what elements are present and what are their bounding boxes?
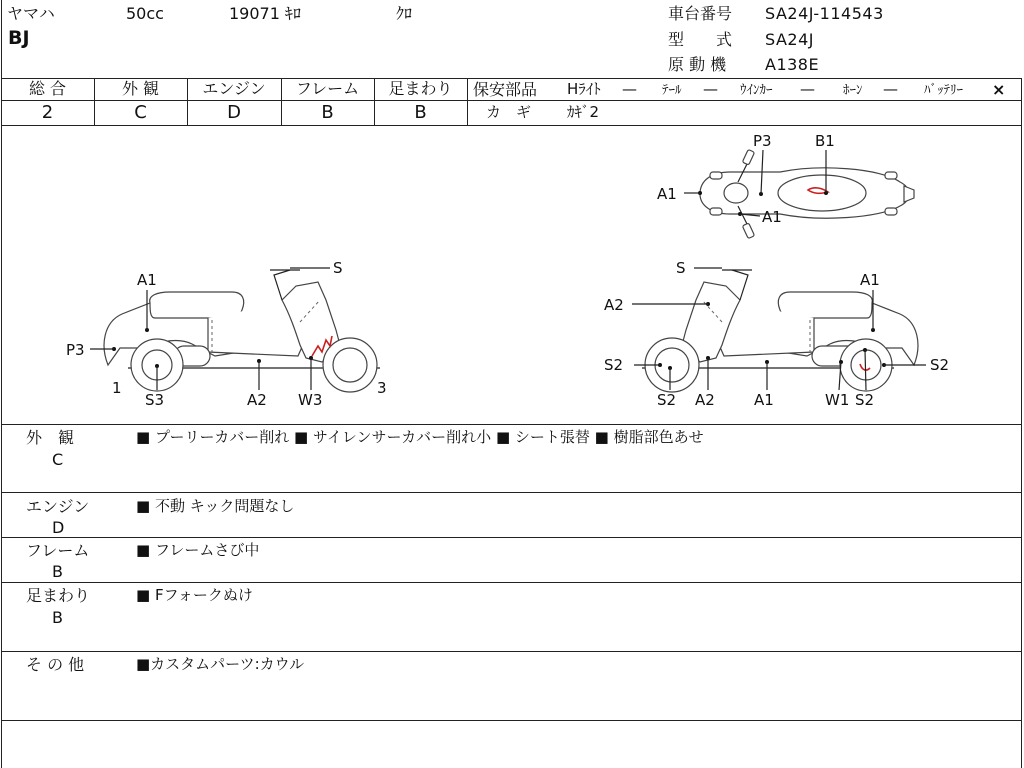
- model-name: BJ: [8, 27, 30, 49]
- left-label-s3: S3: [145, 391, 165, 409]
- engine-type-label: 原 動 機: [668, 55, 727, 74]
- frame-number-value: SA24J-114543: [765, 4, 884, 23]
- left-label-p3: P3: [66, 341, 85, 359]
- type-label: 型 式: [668, 30, 733, 49]
- grade-value-exterior: C: [134, 102, 147, 123]
- safety-value-horn: —: [883, 80, 898, 98]
- displacement: 50cc: [126, 4, 164, 23]
- safety-item-tail: ﾃｰﾙ: [662, 83, 682, 98]
- remarks-line-5: [1, 720, 1022, 721]
- safety-value-battery: ×: [992, 80, 1006, 99]
- grade-value-suspension: B: [414, 102, 427, 123]
- remark-label-engine: エンジン: [26, 497, 90, 516]
- grade-header-frame: フレーム: [295, 79, 360, 98]
- top-label-b1: B1: [815, 132, 835, 150]
- body-color: ｸﾛ: [396, 4, 413, 23]
- right-label-a2-bottom: A2: [695, 391, 715, 409]
- grade-header-exterior: 外 観: [121, 79, 160, 98]
- remark-text-other: ■カスタムパーツ:カウル: [136, 655, 305, 673]
- remarks-line-1: [1, 492, 1022, 493]
- grade-header-overall: 総 合: [28, 79, 67, 98]
- damage-diagram: [0, 126, 1022, 424]
- type-value: SA24J: [765, 30, 814, 49]
- grade-value-overall: 2: [41, 102, 54, 123]
- key-label: カ ギ: [486, 103, 532, 121]
- right-label-s2-rear: S2: [855, 391, 875, 409]
- right-label-a1-bottom: A1: [754, 391, 774, 409]
- remark-label-frame: フレーム: [26, 541, 90, 560]
- remark-label-suspension: 足まわり: [26, 586, 91, 605]
- left-label-s: S: [333, 259, 343, 277]
- right-label-a1-rear: A1: [860, 271, 880, 289]
- maker-name: ヤマハ: [7, 4, 55, 23]
- remark-text-exterior: ■ プーリーカバー削れ ■ サイレンサーカバー削れ小 ■ シート張替 ■ 樹脂部色あせ: [136, 428, 704, 446]
- scooter-top-view: [657, 132, 914, 239]
- remarks-line-3: [1, 582, 1022, 583]
- right-label-s: S: [676, 259, 686, 277]
- grade-header-suspension: 足まわり: [388, 79, 453, 98]
- right-label-s2-right: S2: [930, 356, 950, 374]
- grade-divider-5: [467, 78, 468, 125]
- top-label-a1-front: A1: [657, 185, 677, 203]
- safety-value-tail: —: [703, 80, 718, 98]
- grade-value-frame: B: [321, 102, 334, 123]
- left-label-3: 3: [377, 379, 387, 397]
- remark-grade-engine: D: [52, 518, 65, 537]
- key-value: ｶｷﾞ2: [567, 103, 600, 121]
- safety-item-battery: ﾊﾞｯﾃﾘｰ: [924, 83, 963, 98]
- left-label-a2: A2: [247, 391, 267, 409]
- frame-number-label: 車台番号: [668, 4, 733, 23]
- scooter-right-view: [604, 259, 949, 409]
- safety-value-headlight: —: [622, 80, 637, 98]
- remark-text-suspension: ■ Fフォークぬけ: [136, 586, 253, 604]
- top-label-p3: P3: [753, 132, 772, 150]
- left-label-w3: W3: [298, 391, 323, 409]
- safety-item-winker: ｳｲﾝｶｰ: [740, 83, 773, 98]
- diagram-bottom-line: [1, 424, 1022, 425]
- safety-item-headlight: Hﾗｲﾄ: [567, 80, 601, 98]
- grade-value-engine: D: [227, 102, 241, 123]
- right-label-w1: W1: [825, 391, 850, 409]
- safety-parts-label: 保安部品: [473, 80, 538, 99]
- remark-grade-exterior: C: [52, 450, 64, 469]
- engine-type-value: A138E: [765, 55, 820, 74]
- safety-item-horn: ﾎｰﾝ: [843, 83, 863, 98]
- grade-header-engine: エンジン: [202, 79, 266, 98]
- remarks-line-4: [1, 651, 1022, 652]
- top-label-a1-side: A1: [762, 208, 782, 226]
- grade-mid-line: [1, 100, 467, 101]
- right-label-s2-bottom: S2: [657, 391, 677, 409]
- mileage: 19071 ｷﾛ: [229, 4, 301, 23]
- safety-value-winker: —: [800, 80, 815, 98]
- right-label-a2-cowl: A2: [604, 296, 624, 314]
- remarks-line-2: [1, 537, 1022, 538]
- remark-grade-frame: B: [52, 562, 63, 581]
- remark-text-engine: ■ 不動 キック問題なし: [136, 497, 295, 515]
- remark-text-frame: ■ フレームさび中: [136, 541, 260, 559]
- left-label-a1: A1: [137, 271, 157, 289]
- left-label-1: 1: [112, 379, 122, 397]
- right-label-s2-left: S2: [604, 356, 624, 374]
- remark-label-other: そ の 他: [26, 655, 85, 674]
- scooter-left-view: [66, 259, 387, 409]
- remark-grade-suspension: B: [52, 608, 63, 627]
- safety-mid-line: [467, 100, 1022, 101]
- remark-label-exterior: 外 観: [26, 428, 75, 447]
